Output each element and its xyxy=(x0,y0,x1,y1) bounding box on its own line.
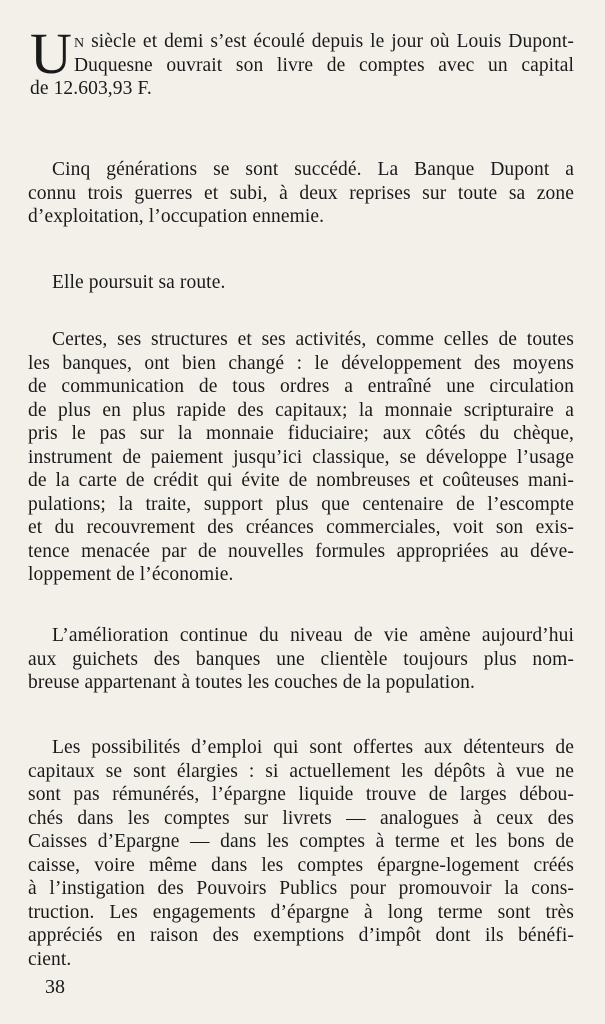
paragraph-5-line-1: L’amélioration continue du niveau de vie amène aujourd’hui xyxy=(52,625,574,646)
paragraph-4-line-4: de plus en plus rapide des capitaux; la monnaie scripturaire a xyxy=(28,399,574,421)
paragraph-5-line-3: breuse appartenant à toutes les couches de la population. xyxy=(28,672,476,693)
paragraph-4-line-11: loppement de l’économie. xyxy=(28,564,234,585)
paragraph-6-line-8: truction. Les engagements d’épargne à long terme sont très xyxy=(28,901,574,923)
paragraph-1-line-2: Duquesne ouvrait son livre de comptes avec un capital xyxy=(74,54,574,76)
paragraph-6-line-10: cient. xyxy=(28,948,72,970)
paragraph-2-line-2: connu trois guerres et subi, à deux reprises sur toute sa zone xyxy=(28,182,574,204)
paragraph-3-line-1: Elle poursuit sa route. xyxy=(52,272,226,293)
paragraph-4-line-1: Certes, ses structures et ses activités, comme celles de toutes xyxy=(52,329,574,350)
paragraph-4-line-5: pris le pas sur la monnaie fiduciaire; aux côtés du chèque, xyxy=(28,423,574,444)
small-caps-text: n xyxy=(74,31,85,52)
paragraph-2-line-1: Cinq générations se sont succédé. La Banque Dupont a xyxy=(52,159,574,180)
paragraph-6-line-3: sont pas rémunérés, l’épargne liquide trouve de larges débou- xyxy=(28,784,574,805)
paragraph-2-line-3: d’exploitation, l’occupation ennemie. xyxy=(28,206,325,227)
paragraph-6-line-6: caisse, voire même dans les comptes épargne-logement créés xyxy=(28,854,574,876)
paragraph-1-line-3: de 12.603,93 F. xyxy=(30,78,152,99)
drop-cap: U xyxy=(30,21,72,86)
paragraph-4-line-6: instrument de paiement jusqu’ici classique, se développe l’usage xyxy=(28,446,574,468)
paragraph-4-line-8: pulations; la traite, support plus que centenaire de l’escompte xyxy=(28,493,574,515)
page-number: 38 xyxy=(45,976,65,998)
paragraph-4-line-2: les banques, ont bien changé : le développement des moyens xyxy=(28,352,574,374)
paragraph-3 xyxy=(28,271,574,295)
paragraph-1-line-1-text: siècle et demi s’est écoulé depuis le jour où Louis Dupont- xyxy=(84,31,574,52)
paragraph-2 xyxy=(28,158,574,229)
paragraph-1 xyxy=(30,21,574,101)
paragraph-4-line-7: de la carte de crédit qui évite de nombreuses et coûteuses mani- xyxy=(28,470,574,491)
paragraph-5 xyxy=(28,624,574,695)
paragraph-6-line-2: capitaux se sont élargies : si actuellement les dépôts à vue ne xyxy=(28,760,574,782)
paragraph-6-line-4: chés dans les comptes sur livrets — analogues à ceux des xyxy=(28,807,574,829)
paragraph-4 xyxy=(28,328,574,587)
paragraph-6-line-1: Les possibilités d’emploi qui sont offertes aux détenteurs de xyxy=(52,737,574,758)
paragraph-4-line-9: et du recouvrement des créances commerciales, voit son exis- xyxy=(28,517,574,538)
paragraph-4-line-10: tence menacée par de nouvelles formules appropriées au déve- xyxy=(28,540,574,562)
paragraph-6 xyxy=(28,736,574,971)
paragraph-6-line-7: à l’instigation des Pouvoirs Publics pour promouvoir la cons- xyxy=(28,878,574,899)
paragraph-5-line-2: aux guichets des banques une clientèle toujours plus nom- xyxy=(28,648,574,670)
paragraph-6-line-5: Caisses d’Epargne — dans les comptes à terme et les bons de xyxy=(28,831,574,852)
paragraph-6-line-9: appréciés en raison des exemptions d’impôt dont ils bénéfi- xyxy=(28,925,574,946)
paragraph-4-line-3: de communication de tous ordres a entraîné une circulation xyxy=(28,376,574,397)
